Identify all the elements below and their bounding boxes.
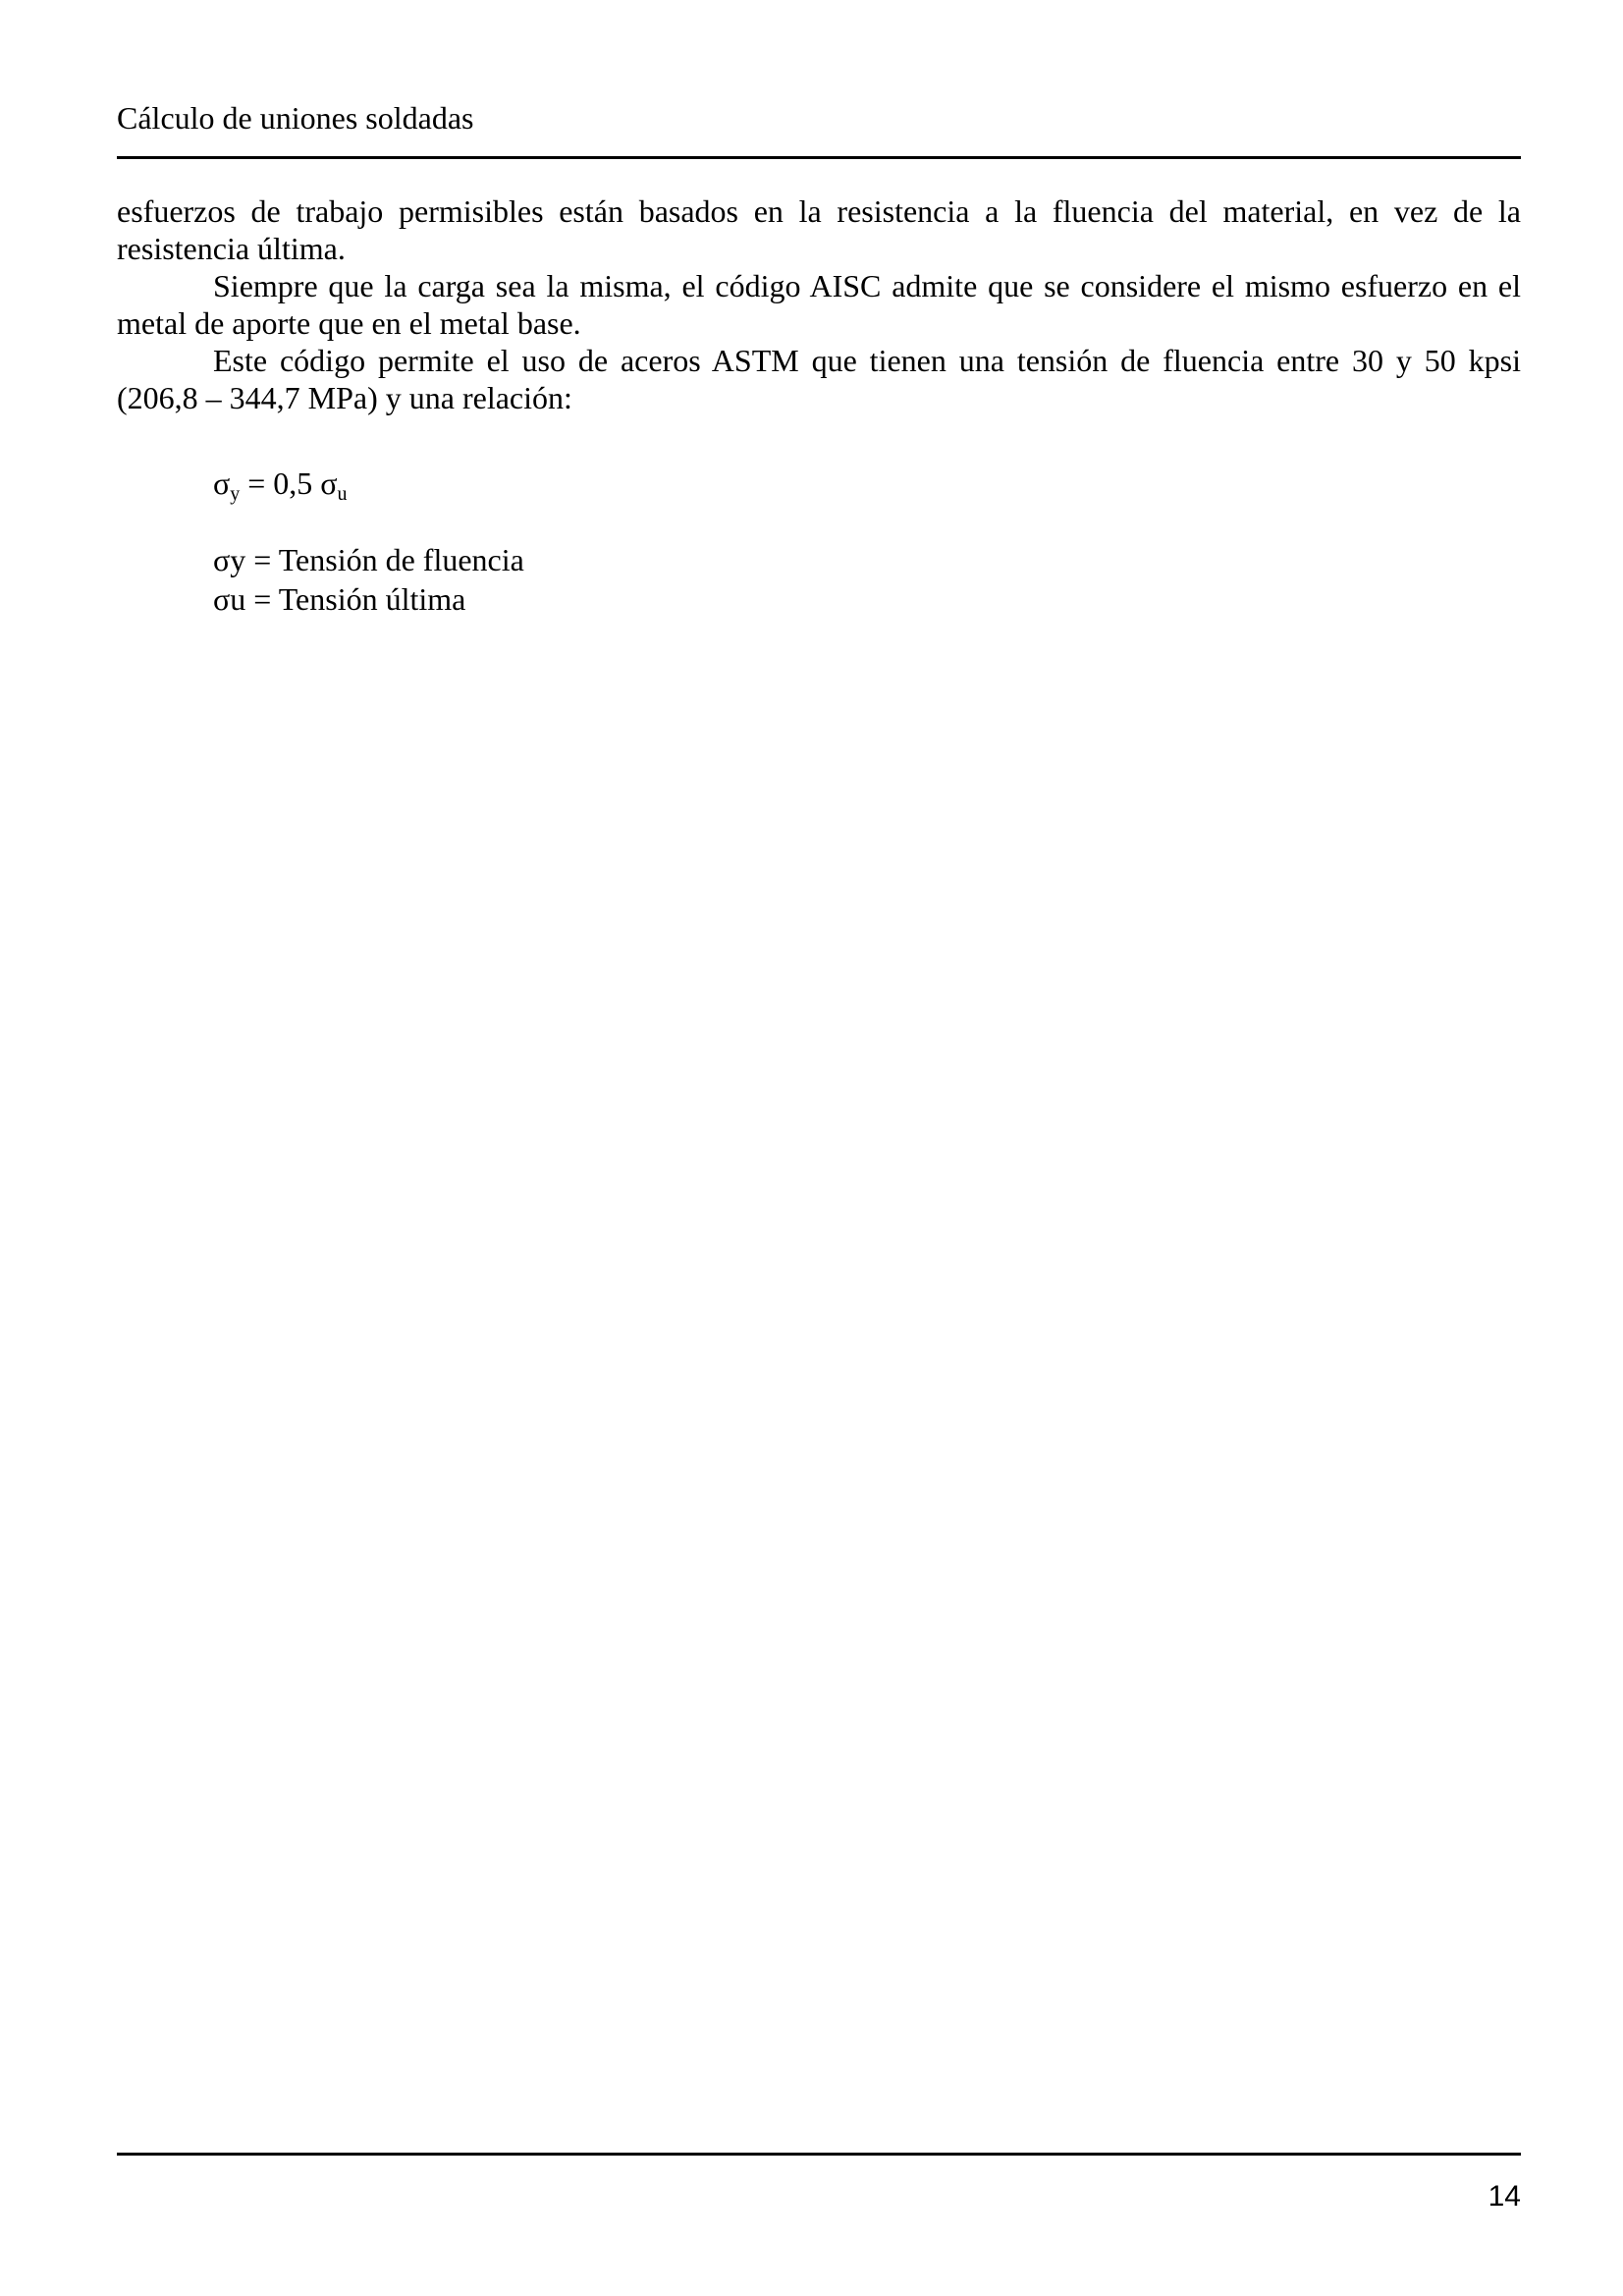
definition-yield-stress: σy = Tensión de fluencia [213,542,524,577]
paragraph-2: Siempre que la carga sea la misma, el código AISC admite que se considere el mismo esfuerzo en el metal de aporte que en el metal base. [117,268,1521,341]
running-header: Cálculo de uniones soldadas [117,100,474,136]
yield-relation-formula [213,464,348,503]
formula-lhs-symbol: σ [213,465,231,501]
formula-rhs-subscript: u [337,483,348,505]
formula-lhs-subscript: y [230,483,241,505]
formula-rhs-symbol: σ [320,465,338,501]
page-number: 14 [1488,2180,1521,2213]
symbol-definitions [213,540,524,619]
formula-operator: = 0,5 [240,465,321,501]
definition-ultimate-stress: σu = Tensión última [213,581,466,617]
body-text [117,192,1521,416]
header-rule [117,156,1521,159]
footer-rule [117,2153,1521,2156]
paragraph-3: Este código permite el uso de aceros ASTM que tienen una tensión de fluencia entre 30 y 50 kpsi (206,8 – 344,7 MPa) y una relación: [117,343,1521,415]
paragraph-1: esfuerzos de trabajo permisibles están basados en la resistencia a la fluencia del material, en vez de la resistencia última. [117,193,1521,266]
